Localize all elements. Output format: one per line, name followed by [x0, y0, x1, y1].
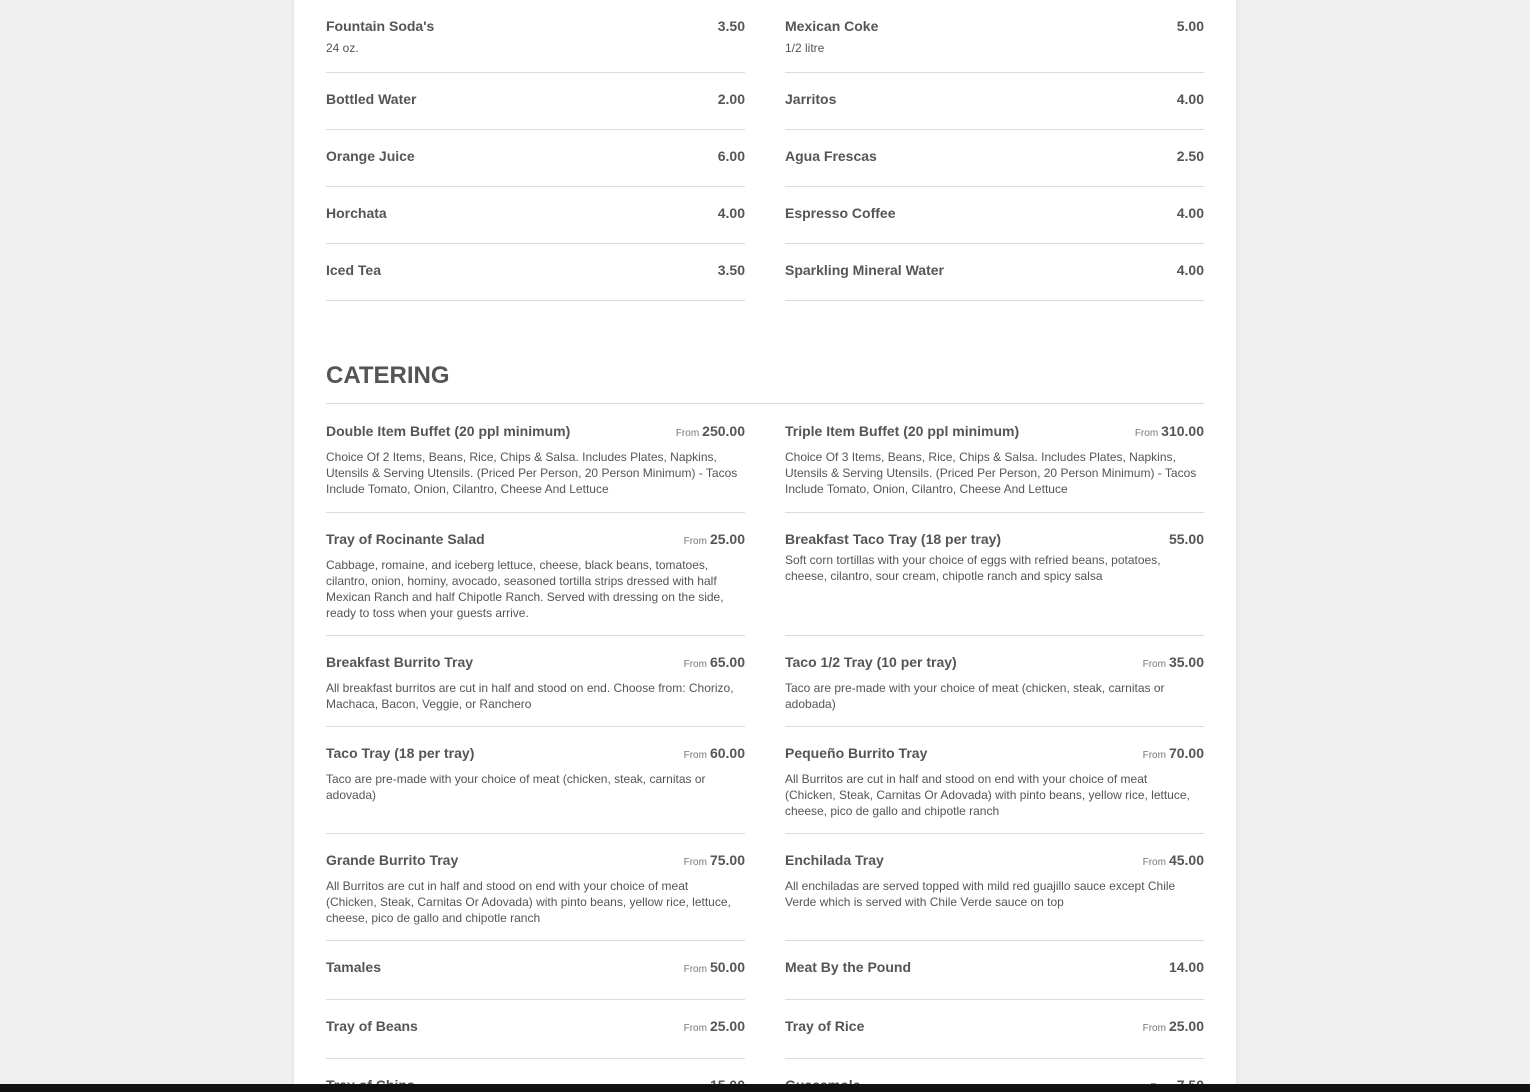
- item-price: 2.00: [717, 91, 745, 107]
- item-price: From 75.00: [683, 852, 745, 868]
- item-name: Double Item Buffet (20 ppl minimum): [326, 423, 571, 439]
- item-name: Taco Tray (18 per tray): [326, 745, 475, 761]
- menu-item[interactable]: [326, 636, 745, 727]
- item-description: Cabbage, romaine, and iceberg lettuce, cheese, black beans, tomatoes, cilantro, onion, hominy, avocado, seasoned tortilla strips dressed with half Mexican Ranch and half Chipotle Ranch. Served with dressing on the side, ready to toss when your guests arrive.: [326, 558, 724, 620]
- item-name: Taco 1/2 Tray (10 per tray): [785, 654, 957, 670]
- menu-item[interactable]: [785, 636, 1204, 727]
- menu-item[interactable]: [785, 1000, 1204, 1059]
- item-description: Choice Of 3 Items, Beans, Rice, Chips & Salsa. Includes Plates, Napkins, Utensils & Serving Utensils. (Priced Per Person, 20 Person Minimum) - Tacos Include Tomato, Onion, Cilantro, Cheese And Lettuce: [785, 450, 1197, 496]
- menu-item[interactable]: [785, 130, 1204, 187]
- item-name: Mexican Coke: [785, 18, 879, 34]
- item-name: Breakfast Taco Tray (18 per tray): [785, 531, 1002, 547]
- item-price: From 65.00: [683, 654, 745, 670]
- item-name: Horchata: [326, 205, 387, 221]
- item-price: From 250.00: [675, 423, 745, 439]
- menu-item[interactable]: [326, 187, 745, 244]
- item-price: From 25.00: [683, 531, 745, 547]
- item-name: Tray of Beans: [326, 1018, 418, 1034]
- item-price: From 25.00: [683, 1018, 745, 1034]
- item-name: Pequeño Burrito Tray: [785, 745, 928, 761]
- item-price: 4.00: [717, 205, 745, 221]
- menu-item[interactable]: [326, 727, 745, 834]
- item-name: Tray of Rocinante Salad: [326, 531, 485, 547]
- beverages-grid: [326, 0, 1204, 301]
- item-description: Taco are pre-made with your choice of meat (chicken, steak, carnitas or adobada): [785, 681, 1165, 711]
- from-label: From: [1142, 659, 1166, 670]
- menu-item[interactable]: [326, 941, 745, 1000]
- from-label: From: [683, 750, 707, 761]
- item-price: 5.00: [1176, 18, 1204, 34]
- item-price: 4.00: [1176, 262, 1204, 278]
- item-name: Tray of Rice: [785, 1018, 865, 1034]
- from-label: From: [683, 964, 707, 975]
- item-name: Jarritos: [785, 91, 837, 107]
- item-name: Bottled Water: [326, 91, 417, 107]
- menu-item[interactable]: [785, 727, 1204, 834]
- item-name: Breakfast Burrito Tray: [326, 654, 474, 670]
- item-price: From 50.00: [683, 959, 745, 975]
- item-price: From 35.00: [1142, 654, 1204, 670]
- menu-item[interactable]: [785, 834, 1204, 941]
- item-name: Agua Frescas: [785, 148, 877, 164]
- item-name: Triple Item Buffet (20 ppl minimum): [785, 423, 1020, 439]
- item-price: From 70.00: [1142, 745, 1204, 761]
- item-price: 2.50: [1176, 148, 1204, 164]
- menu-item[interactable]: [785, 941, 1204, 1000]
- from-label: From: [1134, 428, 1159, 439]
- from-label: From: [675, 428, 700, 439]
- menu-item[interactable]: [785, 244, 1204, 301]
- menu-item[interactable]: [326, 244, 745, 301]
- item-description: All enchiladas are served topped with mild red guajillo sauce except Chile Verde which is served with Chile Verde sauce on top: [785, 879, 1176, 909]
- item-name: Sparkling Mineral Water: [785, 262, 944, 278]
- item-name: Espresso Coffee: [785, 205, 896, 221]
- from-label: From: [683, 536, 707, 547]
- menu-page: [294, 0, 1236, 1092]
- section-title: CATERING: [326, 362, 1204, 404]
- item-name: Tamales: [326, 959, 381, 975]
- menu-item[interactable]: [326, 73, 745, 130]
- item-price: From 25.00: [1142, 1018, 1204, 1034]
- item-description: All Burritos are cut in half and stood on end with your choice of meat (Chicken, Steak, Carnitas Or Adovada) with pinto beans, yellow rice, lettuce, cheese, pico de gallo and chipotle ranch: [785, 772, 1190, 818]
- item-name: Meat By the Pound: [785, 959, 912, 975]
- item-description: 1/2 litre: [785, 41, 825, 55]
- menu-item[interactable]: [785, 73, 1204, 130]
- from-label: From: [683, 1023, 707, 1034]
- item-name: Grande Burrito Tray: [326, 852, 459, 868]
- from-label: From: [1142, 750, 1166, 761]
- item-description: Taco are pre-made with your choice of meat (chicken, steak, carnitas or adovada): [326, 772, 706, 802]
- item-name: Iced Tea: [326, 262, 381, 278]
- menu-item[interactable]: [326, 0, 745, 73]
- from-label: From: [1142, 857, 1166, 868]
- item-price: 3.50: [717, 262, 745, 278]
- item-price: 4.00: [1176, 91, 1204, 107]
- menu-item[interactable]: [326, 405, 745, 513]
- item-price: 14.00: [1168, 959, 1204, 975]
- item-price: From 60.00: [683, 745, 745, 761]
- menu-item[interactable]: [326, 834, 745, 941]
- menu-item[interactable]: [326, 130, 745, 187]
- item-description: All breakfast burritos are cut in half and stood on end. Choose from: Chorizo, Machaca, Bacon, Veggie, or Ranchero: [326, 681, 734, 711]
- menu-item[interactable]: [785, 187, 1204, 244]
- from-label: From: [683, 857, 707, 868]
- item-price: From 310.00: [1134, 423, 1204, 439]
- item-name: Fountain Soda's: [326, 18, 435, 34]
- from-label: From: [683, 659, 707, 670]
- item-name: Orange Juice: [326, 148, 415, 164]
- menu-item[interactable]: [785, 405, 1204, 513]
- item-price: 3.50: [717, 18, 745, 34]
- item-description: All Burritos are cut in half and stood on end with your choice of meat (Chicken, Steak, Carnitas Or Adovada) with pinto beans, yellow rice, lettuce, cheese, pico de gallo and chipotle ranch: [326, 879, 731, 925]
- menu-item[interactable]: [326, 513, 745, 636]
- catering-grid: [326, 405, 1204, 1092]
- item-price: 4.00: [1176, 205, 1204, 221]
- from-label: From: [1142, 1023, 1166, 1034]
- item-price: 55.00: [1168, 531, 1204, 547]
- item-price: 6.00: [717, 148, 745, 164]
- item-description: Soft corn tortillas with your choice of eggs with refried beans, potatoes, cheese, cilantro, sour cream, chipotle ranch and spicy salsa: [785, 553, 1161, 583]
- item-name: Enchilada Tray: [785, 852, 884, 868]
- item-price: From 45.00: [1142, 852, 1204, 868]
- menu-item[interactable]: [785, 0, 1204, 73]
- item-description: 24 oz.: [326, 41, 359, 55]
- menu-item[interactable]: [326, 1000, 745, 1059]
- menu-item[interactable]: [785, 513, 1204, 636]
- bottom-bar: [0, 1084, 1530, 1092]
- item-description: Choice Of 2 Items, Beans, Rice, Chips & Salsa. Includes Plates, Napkins, Utensils & Serving Utensils. (Priced Per Person, 20 Person Minimum) - Tacos Include Tomato, Onion, Cilantro, Cheese And Lettuce: [326, 450, 738, 496]
